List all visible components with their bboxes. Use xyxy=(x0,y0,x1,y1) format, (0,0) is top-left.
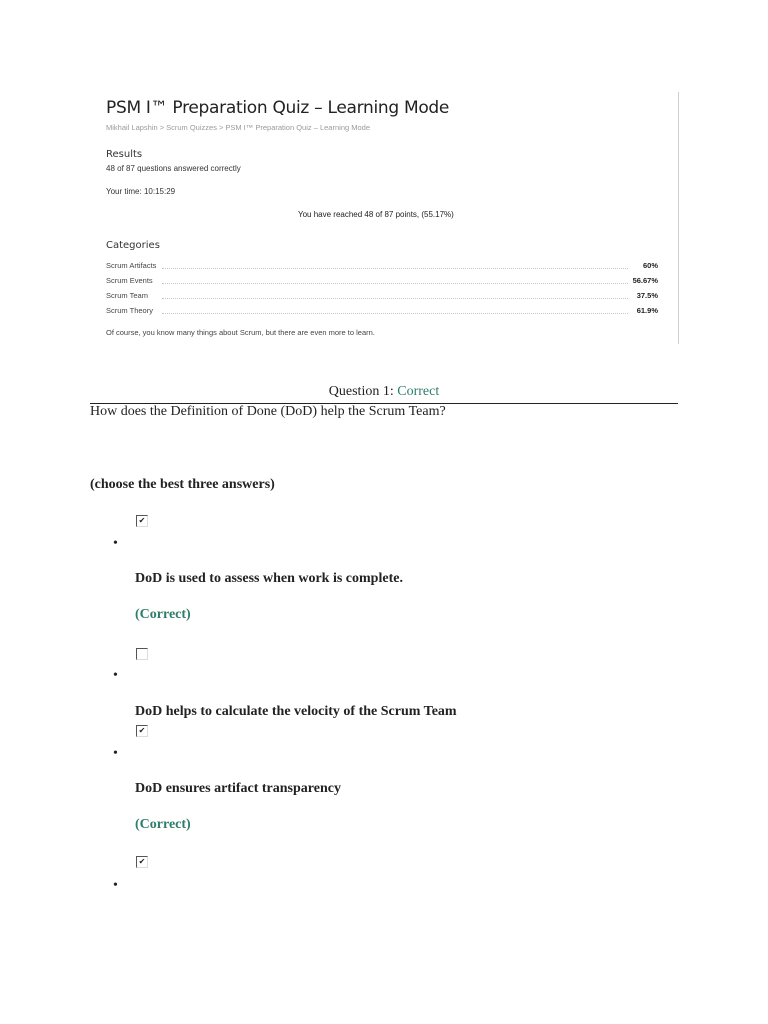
list-bullet: • xyxy=(113,746,118,761)
breadcrumb-item[interactable]: Scrum Quizzes xyxy=(166,123,217,132)
checkmark-icon: ✔ xyxy=(138,857,146,866)
category-row xyxy=(106,276,658,288)
answer-checkbox[interactable] xyxy=(136,856,148,868)
question-status: Correct xyxy=(397,384,440,399)
category-name: Scrum Artifacts xyxy=(106,261,157,270)
breadcrumb-separator: > xyxy=(218,123,224,132)
list-bullet: • xyxy=(113,878,118,893)
answer-text: DoD helps to calculate the velocity of the Scrum Team xyxy=(135,704,457,719)
results-screenshot xyxy=(90,92,679,344)
checkmark-icon: ✔ xyxy=(138,726,146,735)
answer-checkbox[interactable] xyxy=(136,648,148,660)
points-summary: You have reached 48 of 87 points, (55.17%) xyxy=(298,210,454,219)
answer-checkbox[interactable] xyxy=(136,515,148,527)
answered-count: 48 of 87 questions answered correctly xyxy=(106,164,241,173)
categories-heading: Categories xyxy=(106,240,160,251)
breadcrumb-separator: > xyxy=(159,123,165,132)
answer-verdict: (Correct) xyxy=(135,607,191,622)
answer-text: DoD ensures artifact transparency xyxy=(135,781,341,796)
category-name: Scrum Events xyxy=(106,276,153,285)
checkmark-icon: ✔ xyxy=(138,516,146,525)
category-name: Scrum Team xyxy=(106,291,148,300)
answer-text: DoD is used to assess when work is complete. xyxy=(135,571,403,586)
answer-checkbox[interactable] xyxy=(136,725,148,737)
question-label: Question 1: xyxy=(328,384,394,399)
leader-dots xyxy=(162,313,628,314)
leader-dots xyxy=(162,283,628,284)
leader-dots xyxy=(162,298,628,299)
breadcrumb-item: PSM I™ Preparation Quiz – Learning Mode xyxy=(225,123,371,132)
category-row xyxy=(106,306,658,318)
question-text: How does the Definition of Done (DoD) help the Scrum Team? xyxy=(90,404,446,419)
time-taken: Your time: 10:15:29 xyxy=(106,187,176,196)
category-name: Scrum Theory xyxy=(106,306,153,315)
list-bullet: • xyxy=(113,668,118,683)
category-row xyxy=(106,261,658,273)
category-percent: 60% xyxy=(642,261,658,270)
leader-dots xyxy=(162,268,628,269)
answer-instruction: (choose the best three answers) xyxy=(90,477,275,492)
results-outro: Of course, you know many things about Scrum, but there are even more to learn. xyxy=(106,328,375,337)
question-heading xyxy=(90,384,678,400)
category-percent: 56.67% xyxy=(632,276,658,285)
breadcrumb-item[interactable]: Mikhail Lapshin xyxy=(106,123,158,132)
category-percent: 61.9% xyxy=(636,306,658,315)
results-heading: Results xyxy=(106,149,143,160)
breadcrumb xyxy=(106,123,370,132)
category-percent: 37.5% xyxy=(636,291,658,300)
quiz-title: PSM I™ Preparation Quiz – Learning Mode xyxy=(106,98,450,118)
list-bullet: • xyxy=(113,536,118,551)
answer-verdict: (Correct) xyxy=(135,817,191,832)
category-row xyxy=(106,291,658,303)
